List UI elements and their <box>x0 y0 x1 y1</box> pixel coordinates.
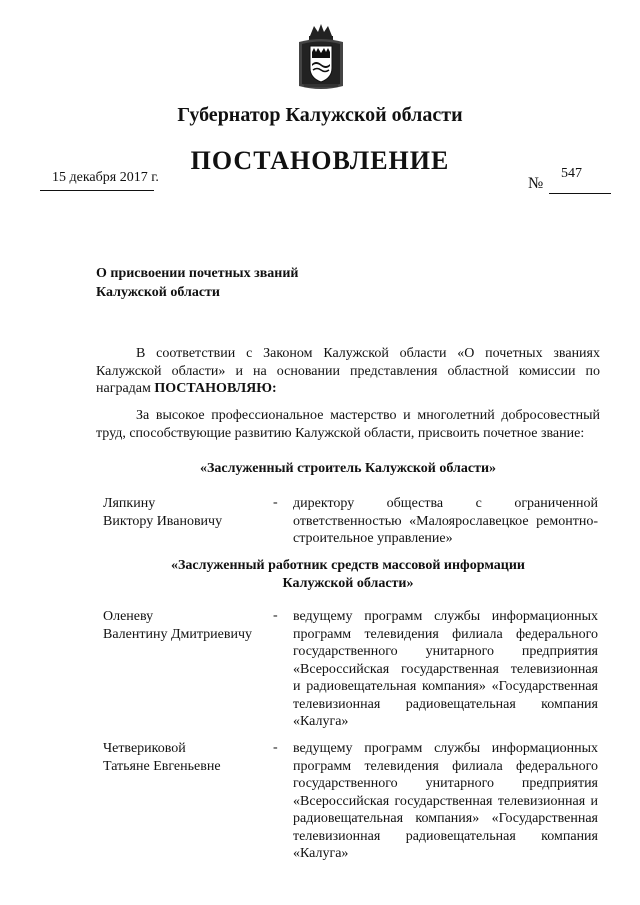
awardee-name <box>103 608 252 643</box>
desc-line: строительное управление» <box>293 531 453 546</box>
desc-line: государственного унитарного предприятия <box>293 776 598 791</box>
number-sign: № <box>528 175 544 192</box>
title-media-line-1: «Заслуженный работник средств массовой информации <box>171 558 525 573</box>
document-type: ПОСТАНОВЛЕНИЕ <box>190 146 450 175</box>
awardee-description <box>293 495 598 548</box>
desc-line: радиовещательная компания» «Государственная <box>293 811 598 826</box>
awardee-name <box>103 495 222 530</box>
document-number: 547 <box>561 166 582 181</box>
desc-line: директору общества с ограниченной <box>293 496 598 511</box>
title-media <box>96 557 600 592</box>
desc-line: «Калуга» <box>293 846 349 861</box>
awardee-description <box>293 740 598 863</box>
desc-line: и радиовещательная компания» «Государственная <box>293 679 598 694</box>
awardee-dash: - <box>273 740 278 755</box>
desc-line: программ телевидения филиала федерального <box>293 758 598 774</box>
desc-line: «Всероссийская государственная телевизионная и <box>293 793 598 809</box>
awardee-given-name: Татьяне Евгеньевне <box>103 758 221 774</box>
awardee-surname: Ляпкину <box>103 496 156 511</box>
subject-line-2: Калужской области <box>96 285 220 300</box>
desc-line: ответственностью «Малоярославецкое ремонтно- <box>293 513 598 529</box>
desc-line: телевизионная радиовещательная компания <box>293 696 598 712</box>
kaluga-coat-of-arms-icon <box>296 22 346 92</box>
awardee-dash: - <box>273 495 278 510</box>
desc-line: ведущему программ службы информационных <box>293 609 598 624</box>
awardee-dash: - <box>273 608 278 623</box>
number-underline <box>549 193 611 194</box>
desc-line: «Калуга» <box>293 714 349 729</box>
awardee-given-name: Виктору Ивановичу <box>103 513 223 529</box>
governor-title: Губернатор Калужской области <box>177 104 463 126</box>
desc-line: программ телевидения филиала федерального <box>293 626 598 642</box>
preamble-text: В соответствии с Законом Калужской области «О почетных званиях Калужской области» и на основании представления областной комиссии по наградам <box>96 346 600 396</box>
document-subject <box>96 264 298 302</box>
title-builder: «Заслуженный строитель Калужской области» <box>199 461 497 476</box>
desc-line: государственного унитарного предприятия <box>293 644 598 659</box>
desc-line: «Всероссийская государственная телевизионная <box>293 661 598 677</box>
awardee-surname: Четвериковой <box>103 741 186 756</box>
awardee-name <box>103 740 221 775</box>
subject-line-1: О присвоении почетных званий <box>96 266 299 281</box>
desc-line: телевизионная радиовещательная компания <box>293 828 598 844</box>
title-media-line-2: Калужской области» <box>282 575 414 591</box>
awardee-given-name: Валентину Дмитриевичу <box>103 626 253 642</box>
desc-line: ведущему программ службы информационных <box>293 741 598 756</box>
awardee-surname: Оленеву <box>103 609 154 624</box>
document-date: 15 декабря 2017 г. <box>52 170 159 185</box>
decision-paragraph: За высокое профессиональное мастерство и многолетний добросовестный труд, способствующие развитию Калужской области, присвоить почетное звание: <box>96 408 600 441</box>
date-underline <box>40 190 154 191</box>
preamble-paragraph <box>96 345 600 398</box>
awardee-description <box>293 608 598 731</box>
resolve-keyword: ПОСТАНОВЛЯЮ: <box>154 381 277 396</box>
